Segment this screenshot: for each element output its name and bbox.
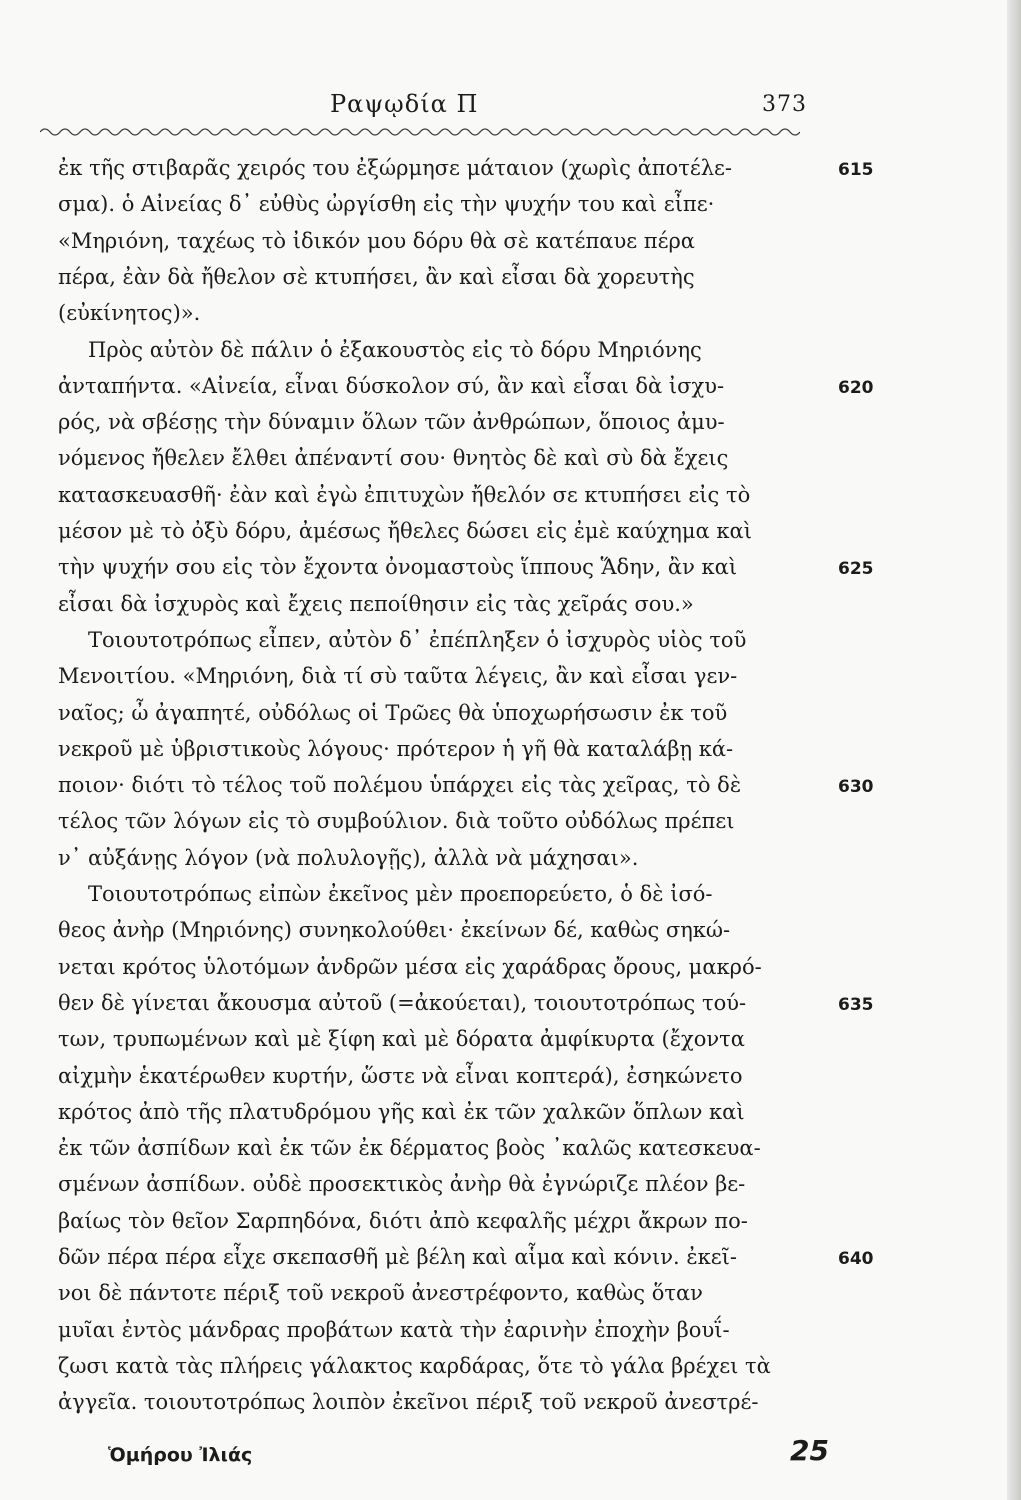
text-line-content: αἰχμὴν ἑκατέρωθεν κυρτήν, ὥστε νὰ εἶναι κοπτερά), ἐσηκώνετο xyxy=(58,1063,743,1088)
text-line xyxy=(58,152,826,184)
text-line xyxy=(58,805,826,837)
text-line xyxy=(58,334,826,366)
text-line xyxy=(58,1314,826,1346)
text-line-content: Μενοιτίου. «Μηριόνη, διὰ τί σὺ ταῦτα λέγεις, ἂν καὶ εἶσαι γεν- xyxy=(58,664,738,689)
text-line-content: ζωσι κατὰ τὰς πλήρεις γάλακτος καρδάρας, ὅτε τὸ γάλα βρέχει τὰ xyxy=(58,1353,771,1378)
text-line xyxy=(58,1132,826,1164)
text-line-content: βαίως τὸν θεῖον Σαρπηδόνα, διότι ἀπὸ κεφαλῆς μέχρι ἄκρων πο- xyxy=(58,1208,748,1233)
running-title: Ραψῳδία Π xyxy=(330,90,479,118)
text-line-content: νεκροῦ μὲ ὑβριστικοὺς λόγους· πρότερον ἡ γῆ θὰ καταλάβῃ κά- xyxy=(58,736,734,761)
text-line xyxy=(58,842,826,874)
text-line xyxy=(58,697,826,729)
text-line xyxy=(58,624,826,656)
text-line-content: εἶσαι δὰ ἰσχυρὸς καὶ ἔχεις πεποίθησιν εἰς τὰς χεῖράς σου.» xyxy=(58,591,694,616)
text-line xyxy=(58,733,826,765)
text-line-content: Τοιουτοτρόπως εἶπεν, αὐτὸν δ᾽ ἐπέπληξεν ὁ ἰσχυρὸς υἱὸς τοῦ xyxy=(88,627,747,652)
text-line-content: δῶν πέρα πέρα εἶχε σκεπασθῆ μὲ βέλη καὶ αἷμα καὶ κόνιν. ἐκεῖ- xyxy=(58,1245,737,1269)
text-line-content: σμένων ἀσπίδων. οὐδὲ προσεκτικὸς ἀνὴρ θὰ ἐγνώριζε πλέον βε- xyxy=(58,1172,746,1197)
text-line-content: θεν δὲ γίνεται ἄκουσμα αὐτοῦ (=ἀκούεται), τοιουτοτρόπως τού- xyxy=(58,990,747,1015)
text-line xyxy=(58,225,826,257)
text-line-content: «Μηριόνη, ταχέως τὸ ἰδικόν μου δόρυ θὰ σὲ κατέπαυε πέρα xyxy=(58,228,695,253)
text-line-content: νοι δὲ πάντοτε πέριξ τοῦ νεκροῦ ἀνεστρέφοντο, καθὼς ὅταν xyxy=(58,1281,703,1306)
text-line xyxy=(58,769,826,801)
text-line xyxy=(58,660,826,692)
text-line xyxy=(58,551,826,583)
text-line-content: νεται κρότος ὑλοτόμων ἀνδρῶν μέσα εἰς χαράδρας ὄρους, μακρό- xyxy=(58,954,762,979)
text-line xyxy=(58,1168,826,1200)
text-line xyxy=(58,479,826,511)
text-line xyxy=(58,297,826,329)
margin-line-number: 630 xyxy=(838,777,874,798)
text-line-content: πέρα, ἐὰν δὰ ἤθελον σὲ κτυπήσει, ἂν καὶ εἶσαι δὰ χορευτὴς xyxy=(58,264,695,289)
text-line-content: θεος ἀνὴρ (Μηριόνης) συνηκολούθει· ἐκείνων δέ, καθὼς σηκώ- xyxy=(58,918,731,943)
footer-book-title: Ὁμήρου Ἰλιάς xyxy=(108,1444,253,1466)
text-line xyxy=(58,515,826,547)
text-line-content: μυῖαι ἐντὸς μάνδρας προβάτων κατὰ τὴν ἐαρινὴν ἐποχὴν βουΐ- xyxy=(58,1317,730,1342)
text-line-content: ρός, νὰ σβέσῃς τὴν δύναμιν ὅλων τῶν ἀνθρώπων, ὅποιος ἀμυ- xyxy=(58,410,725,435)
margin-line-number: 620 xyxy=(838,377,874,398)
text-line xyxy=(58,1205,826,1237)
text-line-content: μέσον μὲ τὸ ὀξὺ δόρυ, ἀμέσως ἤθελες δώσει εἰς ἐμὲ καύχημα καὶ xyxy=(58,519,752,543)
text-line xyxy=(58,261,826,293)
margin-line-number: 640 xyxy=(838,1249,874,1269)
text-line xyxy=(58,1023,826,1055)
text-line-content: ἀνταπήντα. «Αἰνεία, εἶναι δύσκολον σύ, ἂν καὶ εἶσαι δὰ ἰσχυ- xyxy=(58,373,725,398)
text-line xyxy=(58,1096,826,1128)
text-line-content: Πρὸς αὐτὸν δὲ πάλιν ὁ ἐξακουστὸς εἰς τὸ δόρυ Μηριόνης xyxy=(88,337,702,362)
text-line xyxy=(58,878,826,910)
text-line-content: (εὐκίνητος)». xyxy=(58,301,201,326)
page-number: 373 xyxy=(762,92,807,117)
text-line xyxy=(58,588,826,620)
text-line-content: κατασκευασθῆ· ἐὰν καὶ ἐγὼ ἐπιτυχὼν ἤθελόν σε κτυπήσει εἰς τὸ xyxy=(58,482,751,507)
text-line xyxy=(58,1386,826,1418)
text-line xyxy=(58,1350,826,1382)
text-line-content: ἐκ τῆς στιβαρᾶς χειρός του ἐξώρμησε μάταιον (χωρὶς ἀποτέλε- xyxy=(58,156,732,180)
text-line xyxy=(58,1060,826,1092)
text-line-content: των, τρυπωμένων καὶ μὲ ξίφη καὶ μὲ δόρατα ἀμφίκυρτα (ἔχοντα xyxy=(58,1027,745,1052)
text-line-content: κρότος ἀπὸ τῆς πλατυδρόμου γῆς καὶ ἐκ τῶν χαλκῶν ὅπλων καὶ xyxy=(58,1099,745,1124)
decorative-wavy-rule xyxy=(40,124,800,140)
text-line-content: τέλος τῶν λόγων εἰς τὸ συμβούλιον. διὰ τοῦτο οὐδόλως πρέπει xyxy=(58,809,735,834)
text-line xyxy=(58,442,826,474)
text-line xyxy=(58,987,826,1019)
footer-signature-number: 25 xyxy=(790,1434,829,1467)
text-line-content: ναῖος; ὦ ἀγαπητέ, οὐδόλως οἱ Τρῶες θὰ ὑποχωρήσωσιν ἐκ τοῦ xyxy=(58,700,728,725)
text-line xyxy=(58,370,826,402)
text-line-content: ἐκ τῶν ἀσπίδων καὶ ἐκ τῶν ἐκ δέρματος βοὸς ᾿καλῶς κατεσκευα- xyxy=(58,1136,761,1161)
margin-line-number: 625 xyxy=(838,559,874,580)
text-line-content: ν᾽ αὐξάνῃς λόγον (νὰ πολυλογῇς), ἀλλὰ νὰ μάχησαι». xyxy=(58,845,639,870)
text-line-content: Τοιουτοτρόπως εἰπὼν ἐκεῖνος μὲν προεπορεύετο, ὁ δὲ ἰσό- xyxy=(88,882,713,906)
text-line-content: ποιον· διότι τὸ τέλος τοῦ πολέμου ὑπάρχει εἰς τὰς χεῖρας, τὸ δὲ xyxy=(58,773,742,798)
text-line xyxy=(58,188,826,220)
margin-line-number: 615 xyxy=(838,160,874,180)
margin-line-number: 635 xyxy=(838,994,874,1015)
text-line-content: σμα). ὁ Αἰνείας δ᾽ εὐθὺς ὠργίσθη εἰς τὴν ψυχήν του καὶ εἶπε· xyxy=(58,192,715,217)
text-line-content: νόμενος ἤθελεν ἔλθει ἀπέναντί σου· θνητὸς δὲ καὶ σὺ δὰ ἔχεις xyxy=(58,446,729,471)
text-line xyxy=(58,951,826,983)
text-line xyxy=(58,406,826,438)
text-line-content: ἀγγεῖα. τοιουτοτρόπως λοιπὸν ἐκεῖνοι πέριξ τοῦ νεκροῦ ἀνεστρέ- xyxy=(58,1390,759,1415)
text-line xyxy=(58,914,826,946)
text-line-content: τὴν ψυχήν σου εἰς τὸν ἔχοντα ὀνομαστοὺς ἵππους Ἅδην, ἂν καὶ xyxy=(58,555,738,580)
text-line xyxy=(58,1277,826,1309)
running-head xyxy=(40,86,840,126)
text-line xyxy=(58,1241,826,1273)
